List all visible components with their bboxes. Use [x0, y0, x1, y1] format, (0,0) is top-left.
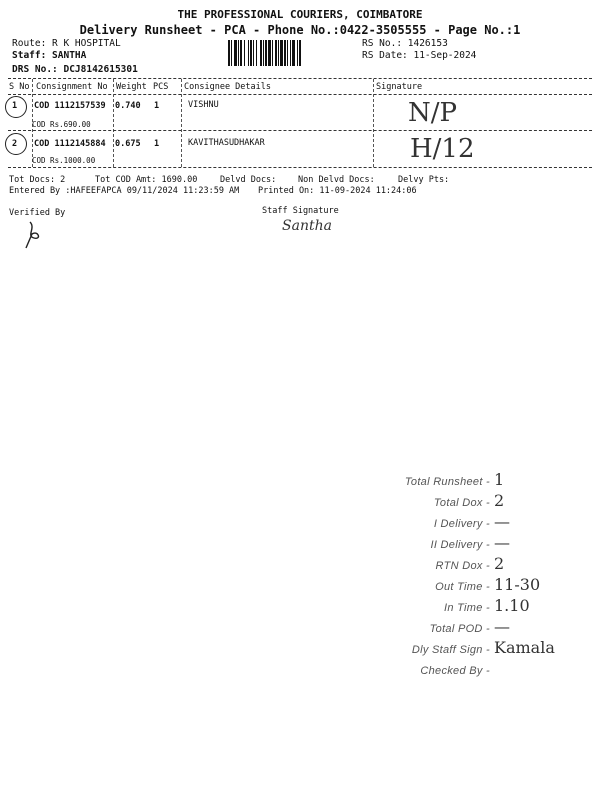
col-header-consignee: Consignee Details [184, 82, 271, 92]
col-rule [113, 79, 114, 167]
col-header-consignment: Consignment No [36, 82, 108, 92]
rs-number: RS No.: 1426153 [362, 38, 448, 49]
stamp-row-value: — [494, 617, 510, 636]
stamp-row-value: 1 [494, 470, 505, 489]
staff-label: Staff: SANTHA [12, 50, 87, 61]
stamp-row-value: 2 [494, 491, 505, 510]
printed-on: Printed On: 11-09-2024 11:24:06 [258, 186, 417, 196]
col-header-weight: Weight [116, 82, 147, 92]
table-top-rule [8, 78, 592, 79]
stamp-row-value: — [494, 533, 510, 552]
row-weight: 0.740 [115, 101, 141, 111]
barcode [228, 40, 352, 66]
non-delvd-docs: Non Delvd Docs: [298, 175, 375, 185]
row-sno: 2 [12, 139, 18, 149]
row-pcs: 1 [154, 139, 160, 149]
stamp-row-value: 2 [494, 554, 505, 573]
row-sno: 1 [12, 101, 18, 111]
stamp-row-value: 1.10 [494, 596, 530, 615]
stamp-row-label: Total POD - [429, 623, 490, 635]
col-header-sno: S No [9, 82, 30, 92]
stamp-row-label: Total Dox - [433, 497, 490, 509]
stamp-row-label: Total Runsheet - [404, 476, 490, 488]
staff-signature-label: Staff Signature [262, 206, 339, 216]
route-label: Route: R K HOSPITAL [12, 38, 121, 49]
col-rule [373, 79, 374, 167]
col-rule [181, 79, 182, 167]
row-pcs: 1 [154, 101, 160, 111]
runsheet-subtitle: Delivery Runsheet - PCA - Phone No.:0422-3505555 - Page No.:1 [79, 23, 521, 37]
stamp-row-label: In Time - [444, 602, 490, 614]
tot-docs: Tot Docs: 2 [9, 175, 66, 185]
row-consignment: COD 1112157539 [34, 101, 106, 111]
row-consignment: COD 1112145884 [34, 139, 106, 149]
row-consignee: VISHNU [188, 100, 219, 110]
verified-by-label: Verified By [9, 208, 66, 218]
col-header-signature: Signature [376, 82, 423, 92]
row-signature: N/P [408, 98, 458, 128]
rs-date: RS Date: 11-Sep-2024 [362, 50, 477, 61]
row-weight: 0.675 [115, 139, 141, 149]
verifier-signature-scribble [20, 218, 50, 252]
table-bottom-rule [8, 167, 592, 168]
row-rule [8, 130, 592, 131]
row-cod-amount: COD Rs.690.00 [32, 120, 91, 129]
stamp-row-label: Checked By - [420, 665, 490, 677]
stamp-row-value: — [494, 512, 510, 531]
stamp-row-label: II Delivery - [430, 539, 490, 551]
row-signature: H/12 [410, 134, 475, 164]
staff-signature-handwritten: Santha [282, 218, 332, 234]
table-header-rule [8, 94, 592, 95]
tot-cod-amount: Tot COD Amt: 1690.00 [95, 175, 198, 185]
row-cod-amount: COD Rs.1000.00 [32, 156, 96, 165]
row-consignee: KAVITHASUDHAKAR [188, 138, 265, 148]
entered-by: Entered By :HAFEEFAPCA 09/11/2024 11:23:59 AM [9, 186, 240, 196]
drs-number: DRS No.: DCJ8142615301 [12, 64, 138, 75]
delvd-docs: Delvd Docs: [220, 175, 277, 185]
company-title: THE PROFESSIONAL COURIERS, COIMBATORE [177, 8, 423, 21]
stamp-row-label: RTN Dox - [435, 560, 490, 572]
stamp-row-value: 11-30 [494, 575, 541, 594]
runsheet-stamp [390, 470, 590, 690]
stamp-row-label: Dly Staff Sign - [411, 644, 490, 656]
stamp-row-value: Kamala [494, 638, 555, 657]
delvy-pts: Delvy Pts: [398, 175, 450, 185]
stamp-row-label: I Delivery - [433, 518, 490, 530]
barcode-bar [301, 40, 302, 66]
stamp-row-label: Out Time - [435, 581, 490, 593]
col-header-pcs: PCS [153, 82, 169, 92]
